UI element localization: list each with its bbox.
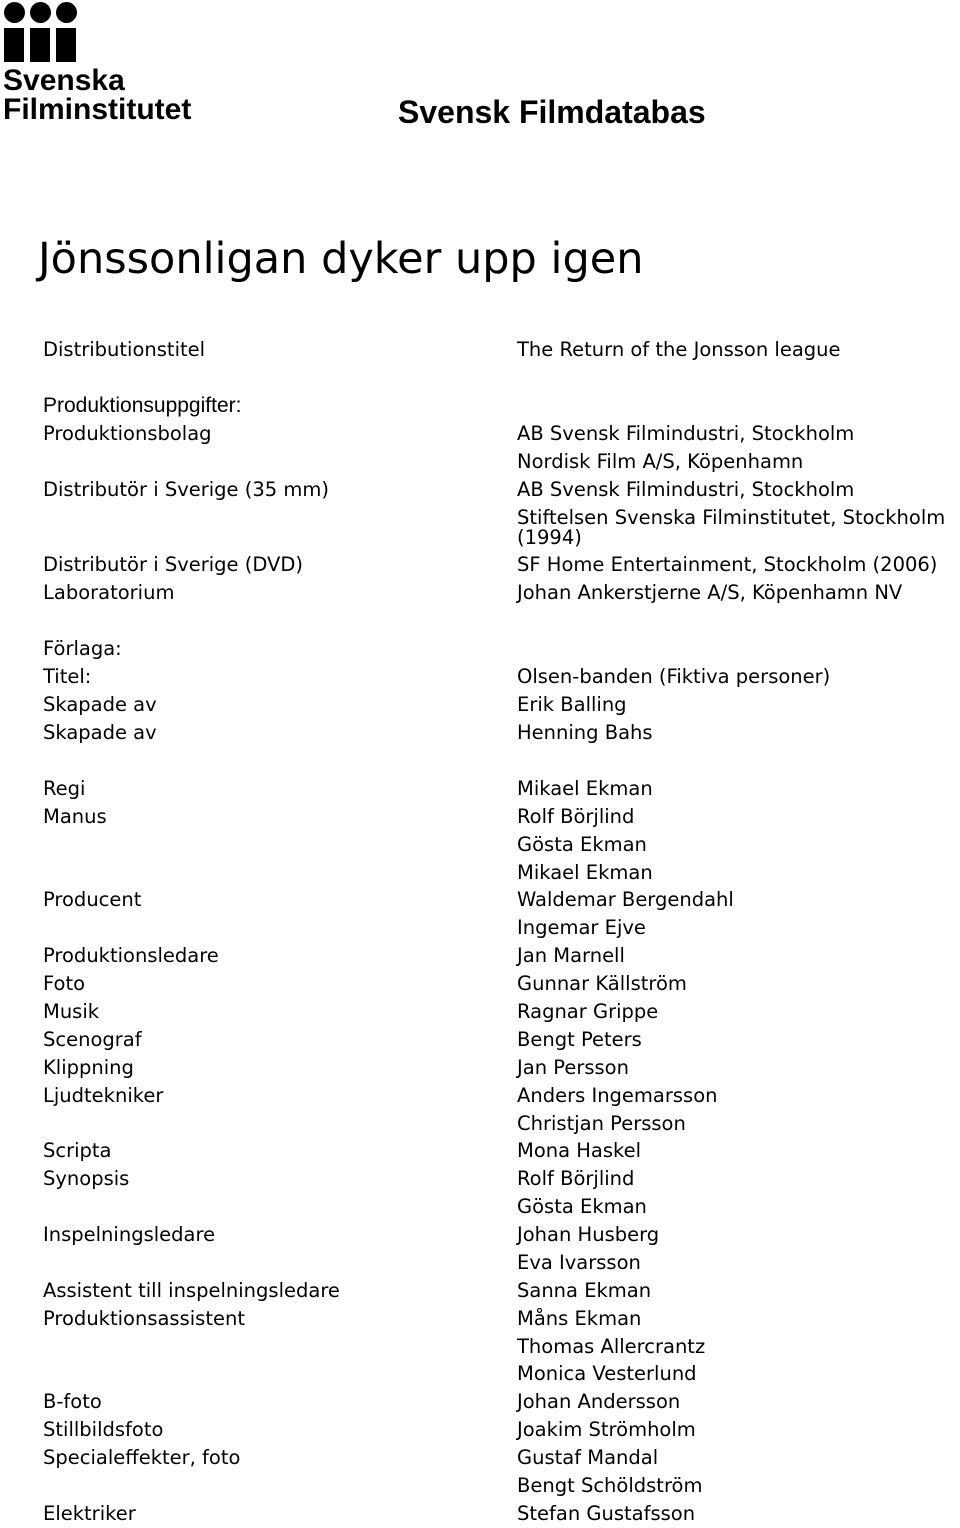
laboratorium-value: Johan Ankerstjerne A/S, Köpenhamn NV bbox=[517, 581, 903, 604]
credit-label: Ljudtekniker bbox=[43, 1084, 164, 1107]
distributor-dvd-label: Distributör i Sverige (DVD) bbox=[43, 553, 303, 576]
svenska-filminstitutet-logo bbox=[0, 0, 210, 130]
credit-name: Mona Haskel bbox=[517, 1139, 642, 1162]
credit-label: Klippning bbox=[43, 1056, 134, 1079]
credit-name: Anders Ingemarsson bbox=[517, 1084, 718, 1107]
film-title: Jönssonligan dyker upp igen bbox=[38, 234, 644, 284]
distributor-35mm-label: Distributör i Sverige (35 mm) bbox=[43, 478, 329, 501]
credit-name: Gösta Ekman bbox=[517, 1195, 647, 1218]
credit-label: Regi bbox=[43, 777, 86, 800]
credit-label: Produktionsassistent bbox=[43, 1307, 245, 1330]
credit-label: Foto bbox=[43, 972, 86, 995]
credit-name: Jan Persson bbox=[517, 1056, 629, 1079]
created-by-value: Erik Balling bbox=[517, 693, 627, 716]
created-by-label: Skapade av bbox=[43, 721, 157, 744]
source-title-label: Titel: bbox=[43, 665, 92, 688]
credit-name: Thomas Allercrantz bbox=[517, 1335, 706, 1358]
credit-name: Bengt Peters bbox=[517, 1028, 642, 1051]
credit-name: Rolf Börjlind bbox=[517, 805, 635, 828]
credit-name: Ragnar Grippe bbox=[517, 1000, 659, 1023]
credit-name: Måns Ekman bbox=[517, 1307, 642, 1330]
credit-label: Scripta bbox=[43, 1139, 112, 1162]
distribution-title-value: The Return of the Jonsson league bbox=[517, 338, 841, 361]
credit-label: Produktionsledare bbox=[43, 944, 219, 967]
credit-label: Specialeffekter, foto bbox=[43, 1446, 241, 1469]
credit-label: Inspelningsledare bbox=[43, 1223, 216, 1246]
distributor-dvd-value: SF Home Entertainment, Stockholm (2006) bbox=[517, 553, 938, 576]
credit-label: Synopsis bbox=[43, 1167, 130, 1190]
distribution-title-label: Distributionstitel bbox=[43, 338, 206, 361]
credit-label: Elektriker bbox=[43, 1502, 136, 1525]
credit-name: Christjan Persson bbox=[517, 1112, 686, 1135]
produktionsbolag-value: AB Svensk Filmindustri, Stockholm bbox=[517, 422, 855, 445]
produktionsbolag-value: Nordisk Film A/S, Köpenhamn bbox=[517, 450, 804, 473]
credit-name: Sanna Ekman bbox=[517, 1279, 652, 1302]
credit-label: Musik bbox=[43, 1000, 100, 1023]
distributor-35mm-value: Stiftelsen Svenska Filminstitutet, Stockholm bbox=[517, 506, 946, 529]
credit-name: Gösta Ekman bbox=[517, 833, 647, 856]
logo-text-line1: Svenska bbox=[3, 64, 125, 97]
credit-name: Gunnar Källström bbox=[517, 972, 687, 995]
logo-text-line2: Filminstitutet bbox=[3, 93, 192, 126]
source-section-heading: Förlaga: bbox=[43, 637, 122, 660]
credit-name: Bengt Schöldström bbox=[517, 1474, 703, 1497]
credit-name: Johan Husberg bbox=[517, 1223, 660, 1246]
site-title: Svensk Filmdatabas bbox=[398, 94, 706, 130]
credit-label: Producent bbox=[43, 888, 142, 911]
credit-name: Gustaf Mandal bbox=[517, 1446, 659, 1469]
source-title-value: Olsen-banden (Fiktiva personer) bbox=[517, 665, 831, 688]
credit-label: Assistent till inspelningsledare bbox=[43, 1279, 340, 1302]
credit-label: Manus bbox=[43, 805, 107, 828]
credit-label: Scenograf bbox=[43, 1028, 142, 1051]
produktionsbolag-label: Produktionsbolag bbox=[43, 422, 212, 445]
credit-name: Mikael Ekman bbox=[517, 777, 653, 800]
distributor-35mm-value: AB Svensk Filmindustri, Stockholm bbox=[517, 478, 855, 501]
credit-name: Jan Marnell bbox=[517, 944, 625, 967]
logo-mark bbox=[4, 2, 78, 62]
credit-name: Mikael Ekman bbox=[517, 861, 653, 884]
credit-name: Waldemar Bergendahl bbox=[517, 888, 734, 911]
created-by-value: Henning Bahs bbox=[517, 721, 653, 744]
credit-label: Stillbildsfoto bbox=[43, 1418, 164, 1441]
created-by-label: Skapade av bbox=[43, 693, 157, 716]
credit-name: Stefan Gustafsson bbox=[517, 1502, 696, 1525]
credit-name: Joakim Strömholm bbox=[517, 1418, 696, 1441]
credit-name: Rolf Börjlind bbox=[517, 1167, 635, 1190]
laboratorium-label: Laboratorium bbox=[43, 581, 175, 604]
credit-name: Johan Andersson bbox=[517, 1390, 681, 1413]
credit-label: B-foto bbox=[43, 1390, 102, 1413]
credit-name: Eva Ivarsson bbox=[517, 1251, 641, 1274]
production-section-heading: Produktionsuppgifter: bbox=[43, 394, 242, 417]
credit-name: Ingemar Ejve bbox=[517, 916, 646, 939]
distributor-35mm-value: (1994) bbox=[517, 526, 582, 549]
credit-name: Monica Vesterlund bbox=[517, 1362, 697, 1385]
